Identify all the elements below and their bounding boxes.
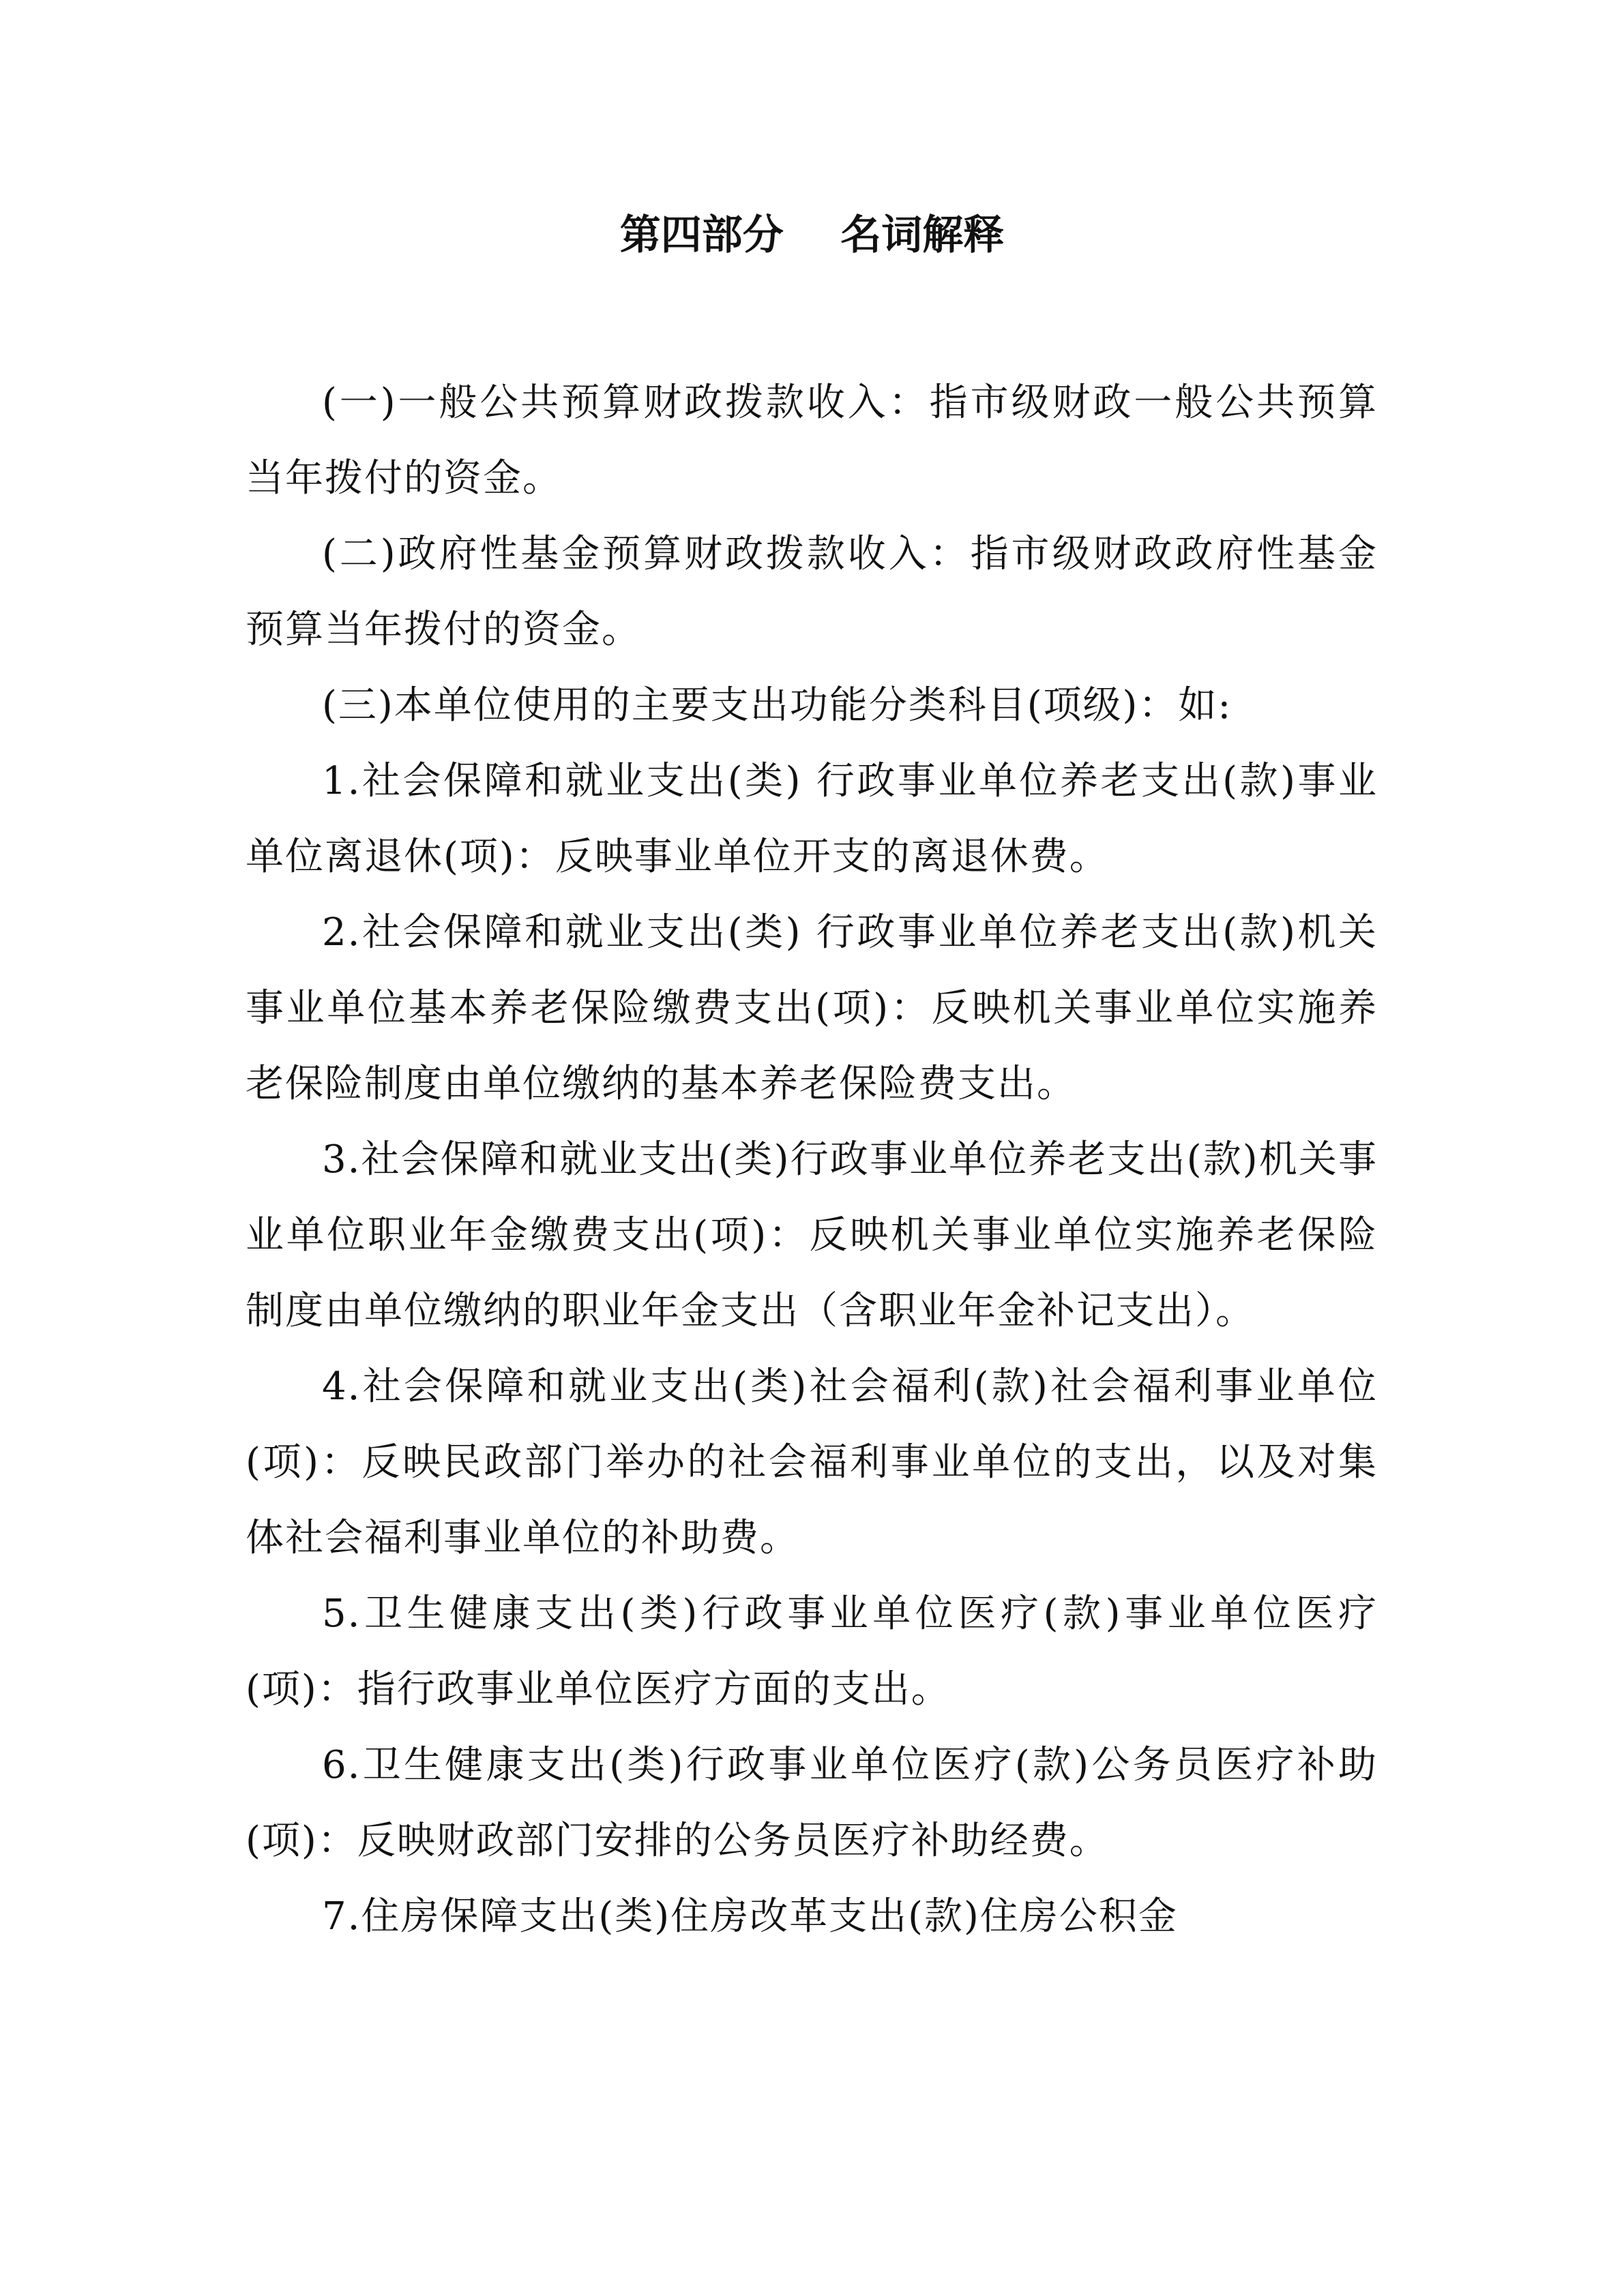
paragraph-item-5: 5.卫生健康支出(类)行政事业单位医疗(款)事业单位医疗(项)：指行政事业单位医疗方面的支出。 <box>246 1592 1378 1712</box>
paragraph-item-7: 7.住房保障支出(类)住房改革支出(款)住房公积金 <box>322 1894 1178 1939</box>
paragraph-functional-classification: (三)本单位使用的主要支出功能分类科目(项级)：如: <box>322 683 1232 728</box>
paragraph-government-fund-income: (二)政府性基金预算财政拨款收入：指市级财政政府性基金预算当年拨付的资金。 <box>246 532 1378 652</box>
paragraph-item-2: 2.社会保障和就业支出(类) 行政事业单位养老支出(款)机关事业单位基本养老保险缴费支出(项)：反映机关事业单位实施养老保险制度由单位缴纳的基本养老保险费支出。 <box>246 910 1378 1106</box>
page-title: 第四部分 名词解释 <box>619 211 1005 259</box>
paragraph-item-1: 1.社会保障和就业支出(类) 行政事业单位养老支出(款)事业单位离退休(项)：反映事业单位开支的离退休费。 <box>246 759 1378 879</box>
body-text <box>246 365 1378 1954</box>
paragraph-item-3: 3.社会保障和就业支出(类)行政事业单位养老支出(款)机关事业单位职业年金缴费支出(项)：反映机关事业单位实施养老保险制度由单位缴纳的职业年金支出（含职业年金补记支出）。 <box>246 1137 1378 1333</box>
paragraph-item-6: 6.卫生健康支出(类)行政事业单位医疗(款)公务员医疗补助(项)：反映财政部门安排的公务员医疗补助经费。 <box>246 1743 1378 1863</box>
paragraph-item-4: 4.社会保障和就业支出(类)社会福利(款)社会福利事业单位(项)：反映民政部门举办的社会福利事业单位的支出，以及对集体社会福利事业单位的补助费。 <box>246 1365 1378 1560</box>
paragraph-general-budget-income: (一)一般公共预算财政拨款收入：指市级财政一般公共预算当年拨付的资金。 <box>246 381 1378 501</box>
